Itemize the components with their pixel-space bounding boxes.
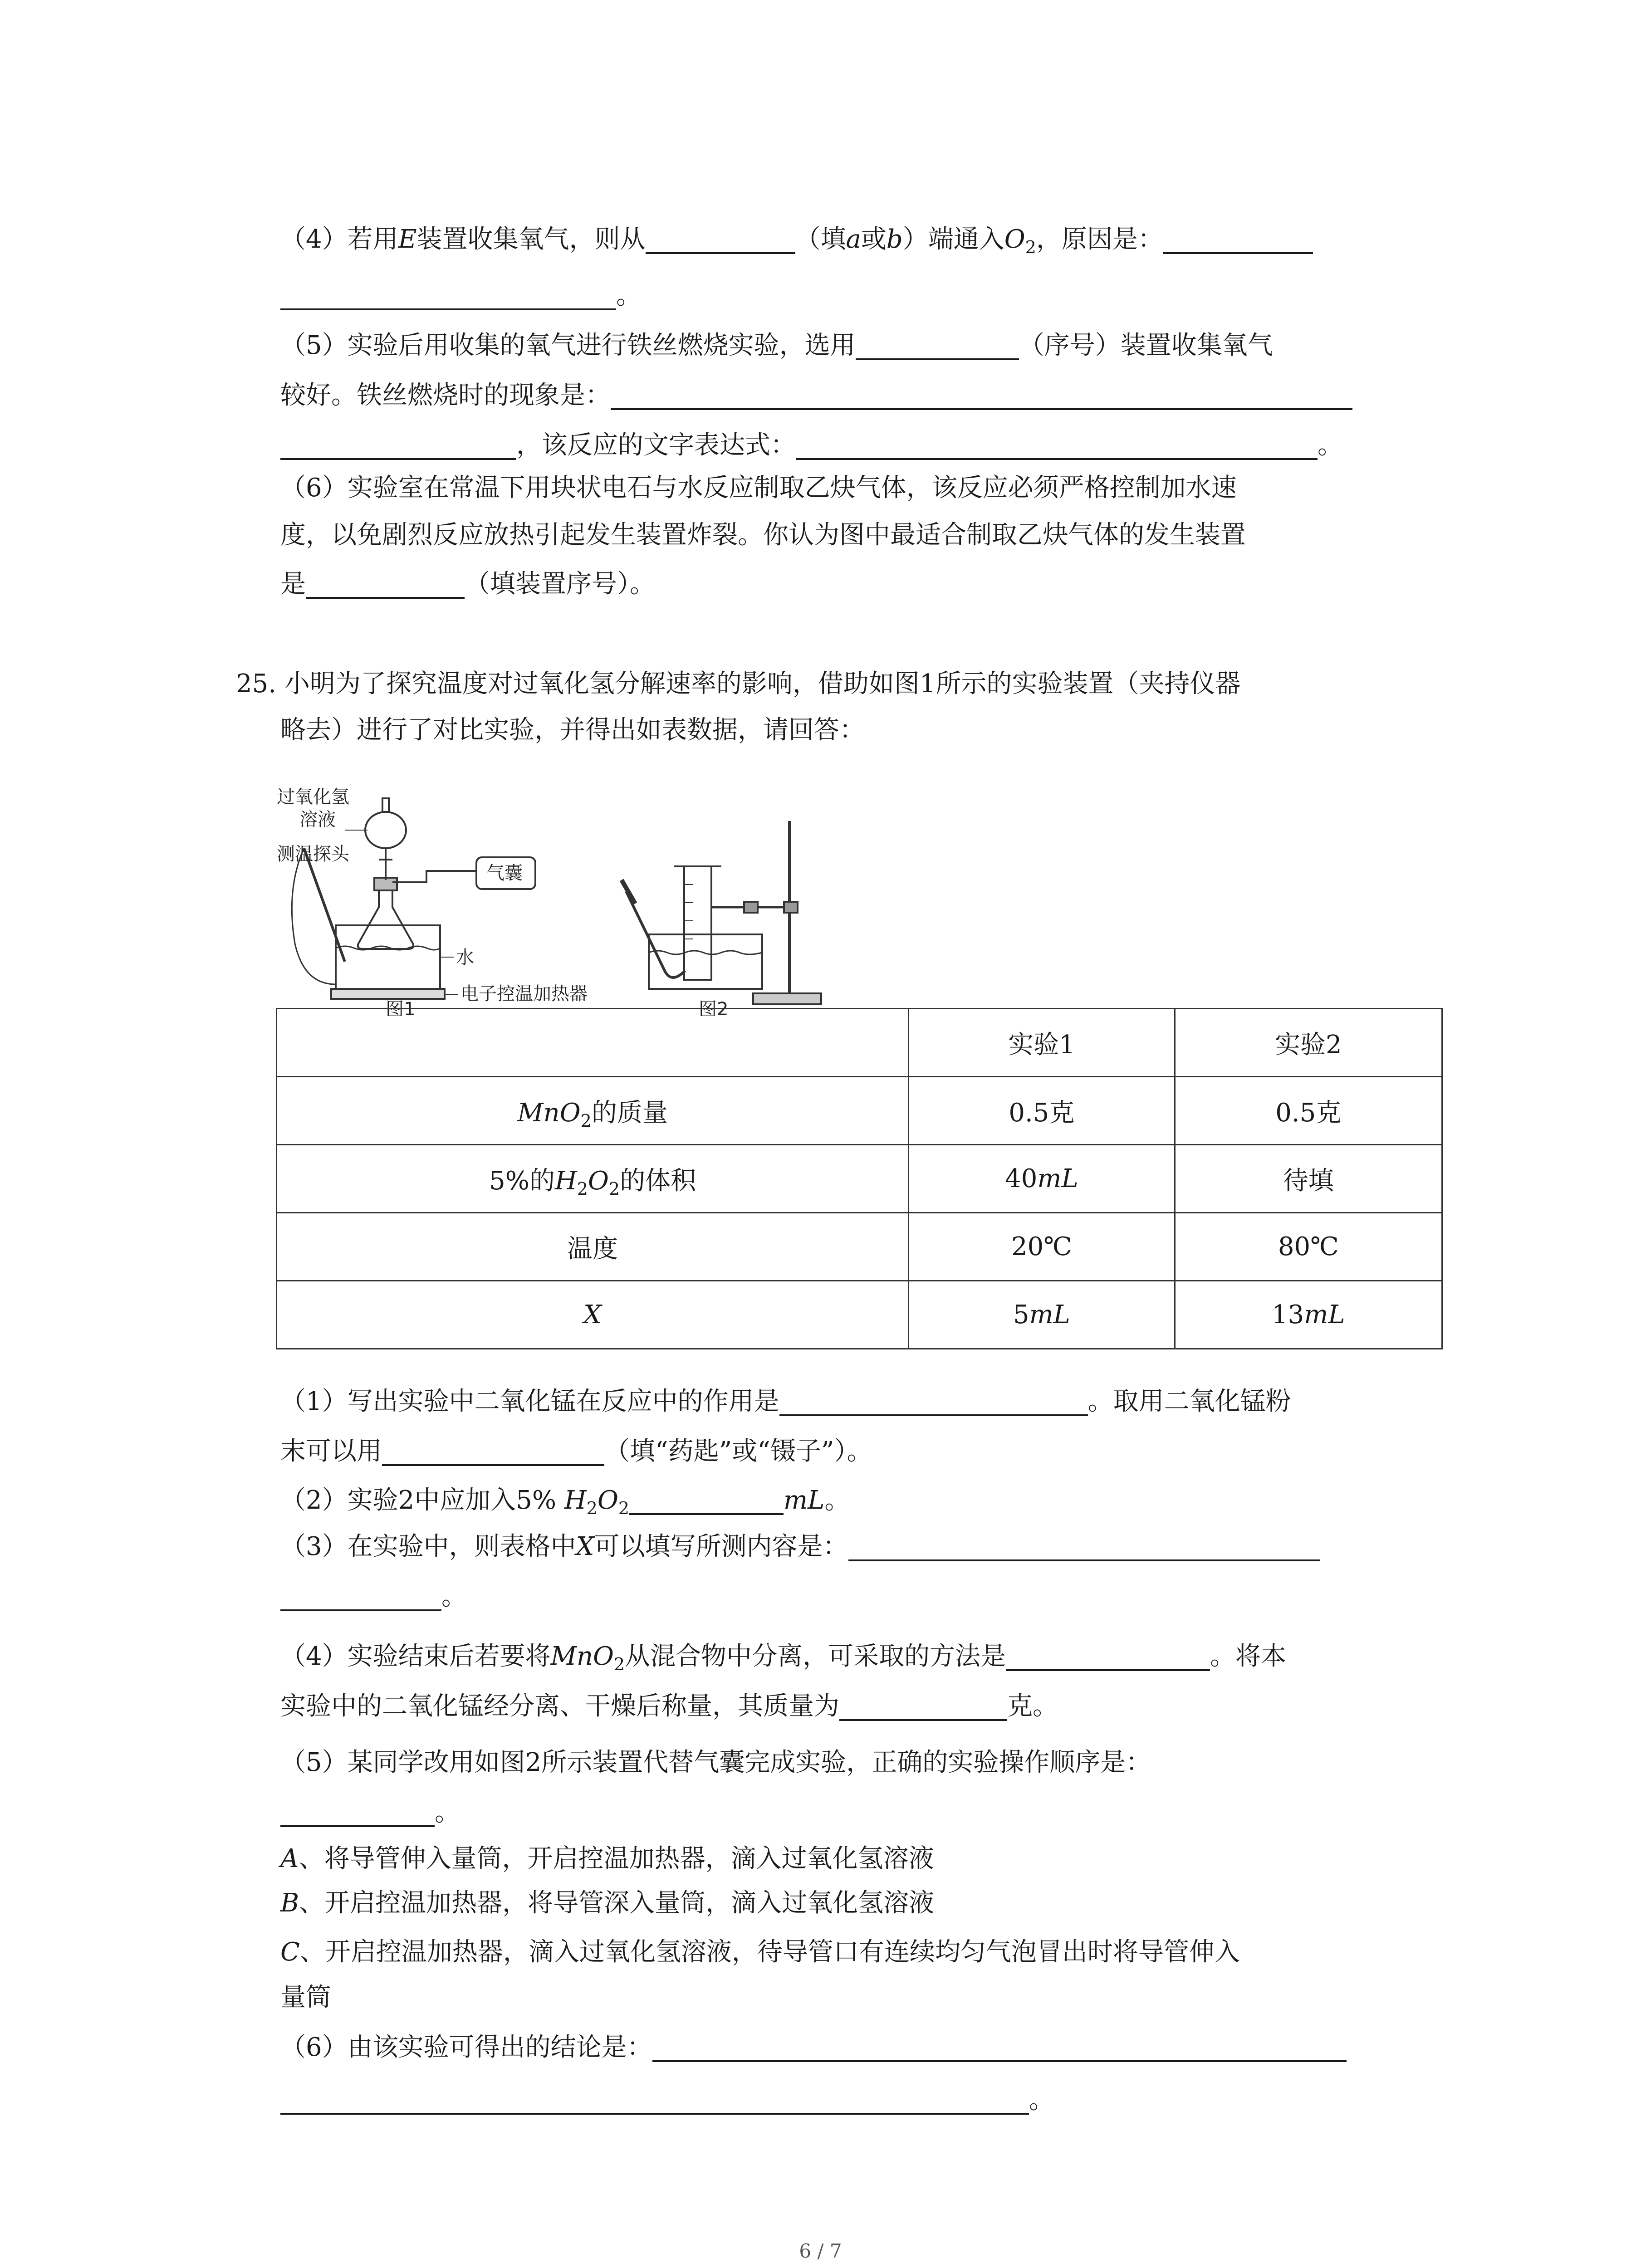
experiment-data-table <box>276 1008 1443 1349</box>
figure-2 <box>622 821 821 1004</box>
page-number: 6 / 7 <box>799 2240 842 2262</box>
table-header-cell: 实验1 <box>909 1009 1175 1077</box>
answer-blank[interactable] <box>306 569 465 599</box>
table-row <box>277 1145 1442 1213</box>
answer-blank[interactable] <box>611 380 1352 410</box>
answer-blank[interactable] <box>280 430 516 460</box>
answer-blank[interactable] <box>280 1797 435 1827</box>
label-gas-bag: 气囊 <box>486 863 523 884</box>
label-h2o2: 过氧化氢 <box>277 787 349 807</box>
q25-part1-line1: （1）写出实验中二氧化锰在反应中的作用是 。取用二氧化锰粉 <box>280 1387 1291 1416</box>
answer-blank[interactable] <box>280 1581 441 1611</box>
q24-part6-line2: 度，以免剧烈反应放热引起发生装置炸裂。你认为图中最适合制取乙炔气体的发生装置 <box>280 520 1246 550</box>
answer-blank[interactable] <box>629 1485 784 1515</box>
answer-blank[interactable] <box>839 1691 1007 1721</box>
q25-part4-line2: 实验中的二氧化锰经分离、干燥后称量，其质量为 克。 <box>280 1691 1058 1721</box>
label-heater: 电子控温加热器 <box>460 983 588 1004</box>
table-cell: 80℃ <box>1175 1213 1442 1281</box>
water-bath-icon <box>336 925 440 989</box>
answer-blank[interactable] <box>280 280 616 310</box>
answer-blank[interactable] <box>848 1531 1320 1561</box>
q25-part6-line1: （6）由该实验可得出的结论是： <box>280 2029 1442 2066</box>
q25-part6-line2: 。 <box>280 2082 1442 2118</box>
dropping-funnel-icon <box>365 812 406 848</box>
q24-part5-line3: ，该反应的文字表达式： 。 <box>280 427 1442 464</box>
label-probe: 测温探头 <box>277 844 349 865</box>
answer-blank[interactable] <box>779 1386 1088 1416</box>
q25-part5-line1: （5）某同学改用如图2所示装置代替气囊完成实验，正确的实验操作顺序是： <box>280 1748 1151 1777</box>
table-cell: 待填 <box>1175 1145 1442 1213</box>
q24-part6-line1: （6）实验室在常温下用块状电石与水反应制取乙炔气体，该反应必须严格控制加水速 <box>280 473 1237 503</box>
q24-part6-line3: 是 （填装置序号）。 <box>280 569 655 599</box>
option-b: B、开启控温加热器，将导管深入量筒，滴入过氧化氢溶液 <box>280 1888 935 1918</box>
q24-part4-line1: （4）若用E装置收集氧气，则从 （填a或b）端通入$O_2$，原因是： <box>280 221 1442 258</box>
table-cell: 5mL <box>909 1281 1175 1349</box>
table-cell: 0.5克 <box>1175 1077 1442 1145</box>
caption-figure-2: 图2 <box>699 999 729 1016</box>
table-cell: 0.5克 <box>909 1077 1175 1145</box>
row-label: MnO$_2$的质量 <box>277 1077 909 1145</box>
q25-part5-line2: 。 <box>280 1794 1442 1831</box>
q25-part4-line1: （4）实验结束后若要将MnO$_2$从混合物中分离，可采取的方法是 。将本 <box>280 1642 1287 1675</box>
row-label: 5%的$H_2O_2$的体积 <box>277 1145 909 1213</box>
heater-icon <box>331 989 445 999</box>
table-header-cell: 实验2 <box>1175 1009 1442 1077</box>
answer-blank[interactable] <box>646 224 795 254</box>
row-label: 温度 <box>277 1213 909 1281</box>
temperature-probe-icon <box>304 848 345 962</box>
apparatus-figures <box>277 771 1012 1016</box>
apparatus-drawing <box>277 771 1012 1016</box>
table-header-cell <box>277 1009 909 1077</box>
answer-blank[interactable] <box>382 1436 604 1466</box>
option-c-line2: 量筒 <box>280 1983 331 2012</box>
table-cell: 20℃ <box>909 1213 1175 1281</box>
row-label: X <box>277 1281 909 1349</box>
table-row <box>277 1077 1442 1145</box>
label-water: 水 <box>456 947 474 968</box>
q24-part5-line1: （5）实验后用收集的氧气进行铁丝燃烧实验，选用 （序号）装置收集氧气 <box>280 331 1273 360</box>
q25-stem-line1: 25. 小明为了探究温度对过氧化氢分解速率的影响，借助如图1所示的实验装置（夹持仪器 <box>236 669 1241 699</box>
graduated-cylinder-icon <box>684 866 711 980</box>
answer-blank[interactable] <box>1006 1641 1210 1671</box>
table-row <box>277 1213 1442 1281</box>
answer-blank[interactable] <box>856 330 1019 360</box>
label-solution: 溶液 <box>299 809 336 830</box>
option-a: A、将导管伸入量筒，开启控温加热器，滴入过氧化氢溶液 <box>280 1844 934 1873</box>
table-cell: 13mL <box>1175 1281 1442 1349</box>
q24-part5-line2: 较好。铁丝燃烧时的现象是： <box>280 377 1442 414</box>
q25-part3-line1: （3）在实验中，则表格中X可以填写所测内容是： <box>280 1529 1442 1565</box>
option-c-line1: C、开启控温加热器，滴入过氧化氢溶液，待导管口有连续均匀气泡冒出时将导管伸入 <box>280 1937 1240 1967</box>
answer-blank[interactable] <box>652 2032 1347 2062</box>
q25-part1-line2: 末可以用 （填“药匙”或“镊子”）。 <box>280 1437 872 1466</box>
q25-part2: （2）实验2中应加入5% $H_2O_2$ mL。 <box>280 1486 850 1519</box>
caption-figure-1: 图1 <box>386 999 416 1016</box>
answer-blank[interactable] <box>796 430 1318 460</box>
q24-part4-line2: 。 <box>280 278 1442 314</box>
flask-icon <box>358 889 414 949</box>
table-row <box>277 1281 1442 1349</box>
table-cell: 40mL <box>909 1145 1175 1213</box>
table-header-row <box>277 1009 1442 1077</box>
q25-part3-line2: 。 <box>280 1579 1442 1615</box>
answer-blank[interactable] <box>1163 224 1313 254</box>
q25-stem-line2: 略去）进行了对比实验，并得出如表数据，请回答： <box>280 715 865 745</box>
answer-blank[interactable] <box>280 2085 1029 2115</box>
